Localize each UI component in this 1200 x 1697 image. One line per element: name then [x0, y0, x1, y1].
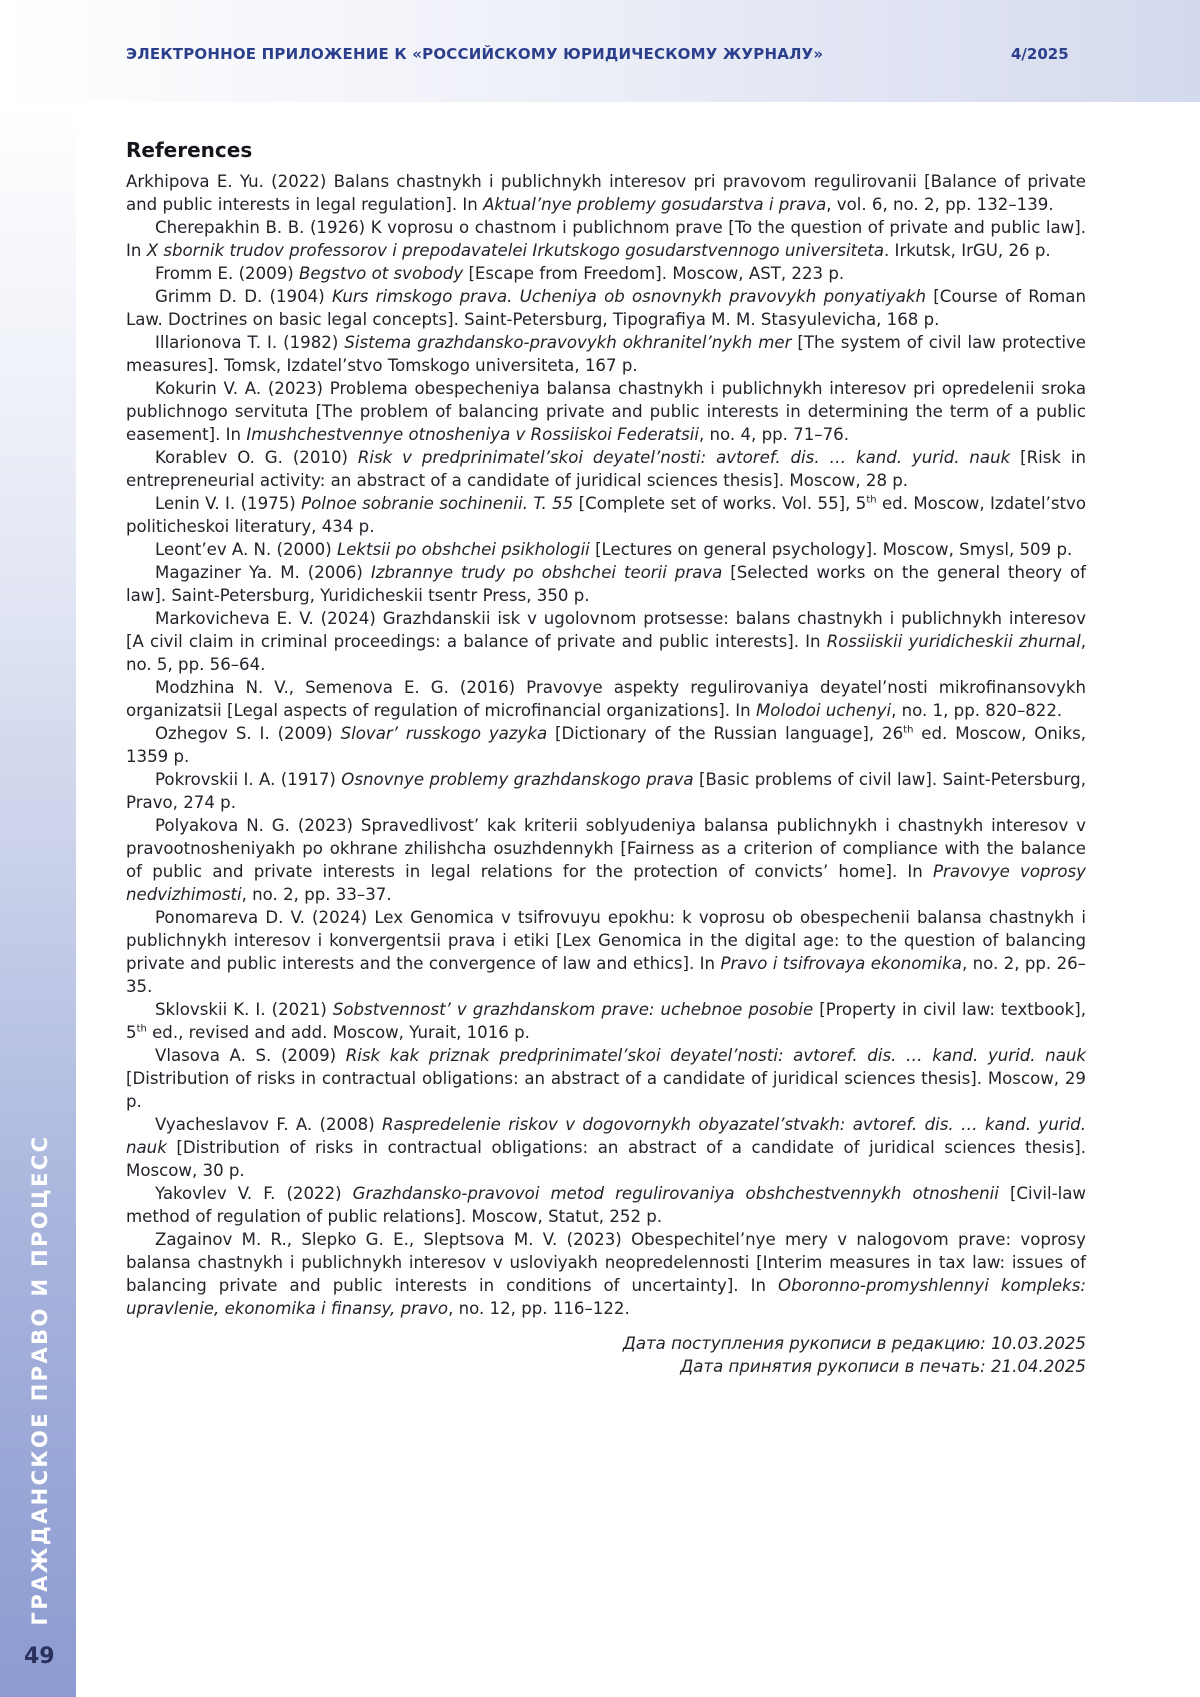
references-section [126, 134, 1086, 1378]
reference-item: Arkhipova E. Yu. (2022) Balans chastnykh i publichnykh interesov pri pravovom regulirovanii [Balance of private and public interests in legal regulation]. In Aktual’nye problemy gosudarstva i prava, vol. 6, no. 2, pp. 132–139. [126, 172, 1086, 214]
reference-item: Leont’ev A. N. (2000) Lektsii po obshchei psikhologii [Lectures on general psychology]. Moscow, Smysl, 509 p. [155, 540, 1073, 559]
accepted-date: Дата принятия рукописи в печать: 21.04.2025 [680, 1357, 1086, 1376]
reference-item: Cherepakhin B. B. (1926) K voprosu o chastnom i publichnom prave [To the question of private and public law]. In X sbornik trudov professorov i prepodavatelei Irkutskogo gosudarstvennogo universiteta. Irkutsk, IrGU, 26 p. [126, 218, 1086, 260]
reference-item: Vlasova A. S. (2009) Risk kak priznak predprinimatel’skoi deyatel’nosti: avtoref. dis. … kand. yurid. nauk [Distribution of risks in contractual obligations: an abstract of a candidate of juridical sciences thesis]. Moscow, 29 p. [126, 1046, 1086, 1111]
reference-item: Lenin V. I. (1975) Polnoe sobranie sochinenii. T. 55 [Complete set of works. Vol. 55], 5th ed. Moscow, Izdatel’stvo politicheskoi literatury, 434 p. [126, 494, 1087, 536]
reference-item: Markovicheva E. V. (2024) Grazhdanskii isk v ugolovnom protsesse: balans chastnykh i publichnykh interesov [A civil claim in criminal proceedings: a balance of private and public interests]. In Rossiiskii yuridicheskii zhurnal, no. 5, pp. 56–64. [126, 609, 1086, 674]
journal-title: ЭЛЕКТРОННОЕ ПРИЛОЖЕНИЕ К «РОССИЙСКОМУ ЮРИДИЧЕСКОМУ ЖУРНАЛУ» [126, 45, 824, 63]
reference-item: Fromm E. (2009) Begstvo ot svobody [Escape from Freedom]. Moscow, AST, 223 p. [155, 264, 845, 283]
reference-item: Ozhegov S. I. (2009) Slovar’ russkogo yazyka [Dictionary of the Russian language], 26th ed. Moscow, Oniks, 1359 p. [126, 724, 1087, 766]
reference-item: Yakovlev V. F. (2022) Grazhdansko-pravovoi metod regulirovaniya obshchestvennykh otnoshenii [Civil-law method of regulation of public relations]. Moscow, Statut, 252 p. [126, 1184, 1086, 1226]
reference-item: Ponomareva D. V. (2024) Lex Genomica v tsifrovuyu epokhu: k voprosu ob obespechenii balansa chastnykh i publichnykh interesov i konvergentsii prava i etiki [Lex Genomica in the digital age: to the question of balancing private and public interests and the convergence of law and ethics]. In Pravo i tsifrovaya ekonomika, no. 2, pp. 26–35. [126, 908, 1086, 996]
reference-item: Illarionova T. I. (1982) Sistema grazhdansko-pravovykh okhranitel’nykh mer [The system of civil law protective measures]. Tomsk, Izdatel’stvo Tomskogo universiteta, 167 p. [126, 333, 1086, 375]
received-date: Дата поступления рукописи в редакцию: 10.03.2025 [622, 1334, 1086, 1353]
reference-item: Modzhina N. V., Semenova E. G. (2016) Pravovye aspekty regulirovaniya deyatel’nosti mikrofinansovykh organizatsii [Legal aspects of regulation of microfinancial organizations]. In Molodoi uchenyi, no. 1, pp. 820–822. [126, 678, 1086, 720]
reference-item: Pokrovskii I. A. (1917) Osnovnye problemy grazhdanskogo prava [Basic problems of civil law]. Saint-Petersburg, Pravo, 274 p. [126, 770, 1086, 812]
reference-item: Kokurin V. A. (2023) Problema obespecheniya balansa chastnykh i publichnykh interesov pri opredelenii sroka publichnogo servituta [The problem of balancing private and public interests in determining the term of a public easement]. In Imushchestvennye otnosheniya v Rossiiskoi Federatsii, no. 4, pp. 71–76. [126, 379, 1086, 444]
reference-item: Grimm D. D. (1904) Kurs rimskogo prava. Ucheniya ob osnovnykh pravovykh ponyatiyakh [Course of Roman Law. Doctrines on basic legal concepts]. Saint-Petersburg, Tipografiya M. M. Stasyulevicha, 168 p. [126, 287, 1086, 329]
manuscript-dates [126, 1332, 1086, 1378]
section-title: ГРАЖДАНСКОЕ ПРАВО И ПРОЦЕСС [28, 1134, 52, 1626]
reference-item: Zagainov M. R., Slepko G. E., Sleptsova M. V. (2023) Obespechitel’nye mery v nalogovom prave: voprosy balansa chastnykh i publichnykh interesov v usloviyakh neopredelennosti [Interim measures in tax law: issues of balancing private and public interests in conditions of uncertainty]. In Oboronno-promyshlennyi kompleks: upravlenie, ekonomika i finansy, pravo, no. 12, pp. 116–122. [126, 1230, 1086, 1318]
reference-item: Polyakova N. G. (2023) Spravedlivost’ kak kriterii soblyudeniya balansa publichnykh i chastnykh interesov v pravootnosheniyakh po okhrane zhilishcha osuzhdennykh [Fairness as a criterion of compliance with the balance of public and private interests in legal relations for the protection of convicts’ home]. In Pravovye voprosy nedvizhimosti, no. 2, pp. 33–37. [126, 816, 1086, 904]
references-list [126, 170, 1086, 1320]
reference-item: Magaziner Ya. M. (2006) Izbrannye trudy po obshchei teorii prava [Selected works on the general theory of law]. Saint-Petersburg, Yuridicheskii tsentr Press, 350 p. [126, 563, 1086, 605]
reference-item: Vyacheslavov F. A. (2008) Raspredelenie riskov v dogovornykh obyazatel’stvakh: avtoref. dis. … kand. yurid. nauk [Distribution of risks in contractual obligations: an abstract of a candidate of juridical sciences thesis]. Moscow, 30 p. [126, 1115, 1086, 1180]
page-number: 49 [24, 1644, 55, 1669]
page-header [0, 0, 1200, 102]
reference-item: Sklovskii K. I. (2021) Sobstvennost’ v grazhdanskom prave: uchebnoe posobie [Property in civil law: textbook], 5th ed., revised and add. Moscow, Yurait, 1016 p. [126, 1000, 1086, 1042]
references-heading: References [126, 138, 253, 162]
issue-number: 4/2025 [1011, 45, 1069, 63]
reference-item: Korablev O. G. (2010) Risk v predprinimatel’skoi deyatel’nosti: avtoref. dis. … kand. yurid. nauk [Risk in entrepreneurial activity: an abstract of a candidate of juridical sciences thesis]. Moscow, 28 p. [126, 448, 1086, 490]
